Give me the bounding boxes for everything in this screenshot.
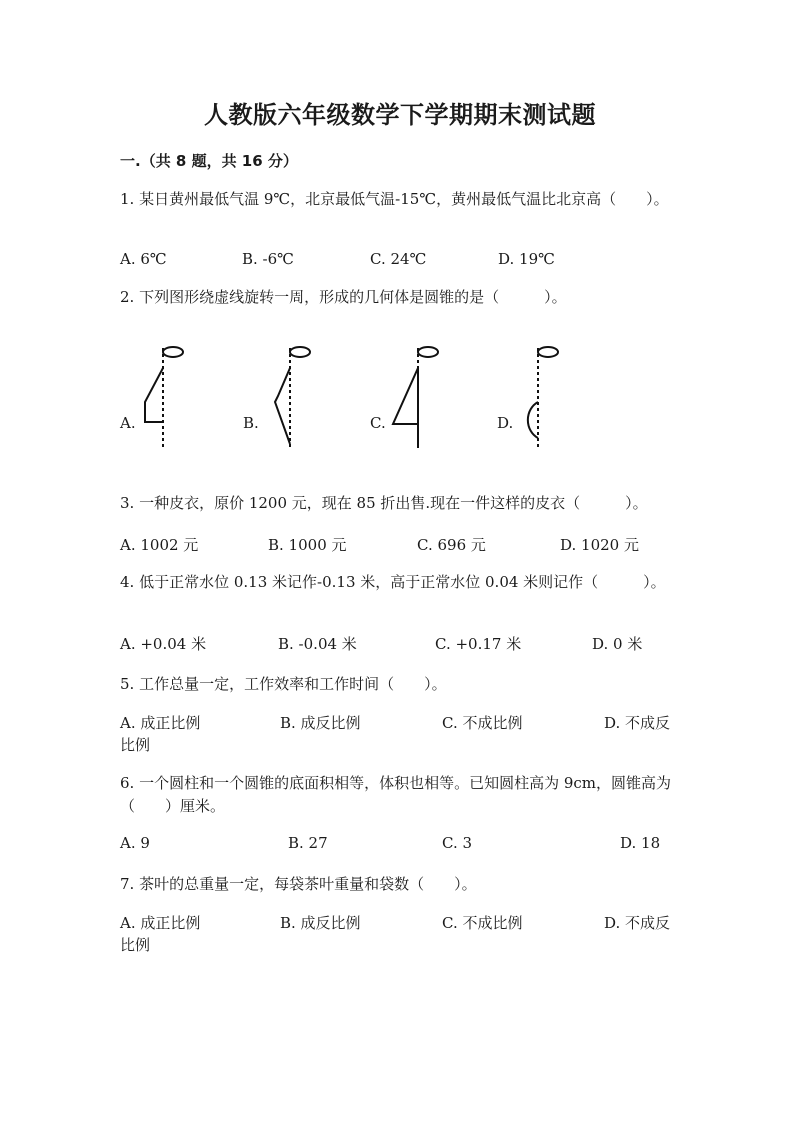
option-d[interactable]: D. 0 米: [592, 635, 643, 653]
option-d[interactable]: D. 不成反: [604, 914, 671, 932]
option-b[interactable]: B. 成反比例: [280, 714, 361, 732]
figure-a: [145, 347, 183, 448]
page-title: 人教版六年级数学下学期期末测试题: [204, 101, 596, 129]
question-6-options: [120, 834, 680, 858]
option-d-continuation: 比例: [120, 936, 151, 954]
option-a[interactable]: A.: [120, 414, 136, 432]
option-c[interactable]: C. 3: [442, 834, 473, 852]
question-6: 6. 一个圆柱和一个圆锥的底面积相等，体积也相等。已知圆柱高为 9cm，圆锥高为（ ）厘米。: [120, 774, 672, 815]
option-a[interactable]: A. 6℃: [120, 250, 167, 268]
question-7-options: [120, 912, 680, 936]
option-d[interactable]: D. 19℃: [498, 250, 555, 268]
option-d-continuation: 比例: [120, 736, 151, 754]
option-a[interactable]: A. 成正比例: [120, 714, 201, 732]
option-b[interactable]: B. -6℃: [242, 250, 294, 268]
option-b[interactable]: B. 1000 元: [268, 536, 347, 554]
option-d[interactable]: D. 不成反: [604, 714, 671, 732]
question-5: 5. 工作总量一定，工作效率和工作时间（ ）。: [120, 675, 447, 693]
option-b[interactable]: B. 27: [288, 834, 328, 852]
question-1-options: [120, 250, 680, 274]
question-4-options: [120, 633, 680, 657]
option-a[interactable]: A. 成正比例: [120, 914, 201, 932]
option-c[interactable]: C. 不成比例: [442, 714, 523, 732]
option-d[interactable]: D.: [497, 414, 514, 432]
option-b[interactable]: B. 成反比例: [280, 914, 361, 932]
option-d[interactable]: D. 18: [620, 834, 661, 852]
question-5-options: [120, 712, 680, 736]
option-c[interactable]: C. 不成比例: [442, 914, 523, 932]
option-c[interactable]: C. +0.17 米: [435, 635, 522, 653]
question-3-options: [120, 534, 680, 558]
option-a[interactable]: A. +0.04 米: [120, 635, 207, 653]
figure-b: [275, 347, 310, 448]
figure-d: [528, 347, 558, 448]
section-heading: 一.（共 8 题，共 16 分）: [120, 152, 298, 170]
question-3: 3. 一种皮衣，原价 1200 元，现在 85 折出售.现在一件这样的皮衣（ ）。: [120, 494, 648, 512]
option-d[interactable]: D. 1020 元: [560, 536, 639, 554]
option-a[interactable]: A. 1002 元: [120, 536, 199, 554]
option-c[interactable]: C. 696 元: [417, 536, 486, 554]
figure-c: [393, 347, 438, 448]
option-a[interactable]: A. 9: [120, 834, 150, 852]
rotation-figures-diagram: [115, 340, 575, 455]
question-2: 2. 下列图形绕虚线旋转一周，形成的几何体是圆锥的是（ ）。: [120, 288, 567, 306]
option-c[interactable]: C.: [370, 414, 386, 432]
question-7: 7. 茶叶的总重量一定，每袋茶叶重量和袋数（ ）。: [120, 875, 477, 893]
question-2-figures: [115, 340, 575, 455]
option-b[interactable]: B. -0.04 米: [278, 635, 357, 653]
question-4: 4. 低于正常水位 0.13 米记作-0.13 米，高于正常水位 0.04 米则记作（ ）。: [120, 573, 666, 591]
option-c[interactable]: C. 24℃: [370, 250, 427, 268]
question-1: 1. 某日黄州最低气温 9℃，北京最低气温-15℃，黄州最低气温比北京高（ ）。: [120, 190, 669, 208]
option-b[interactable]: B.: [243, 414, 259, 432]
